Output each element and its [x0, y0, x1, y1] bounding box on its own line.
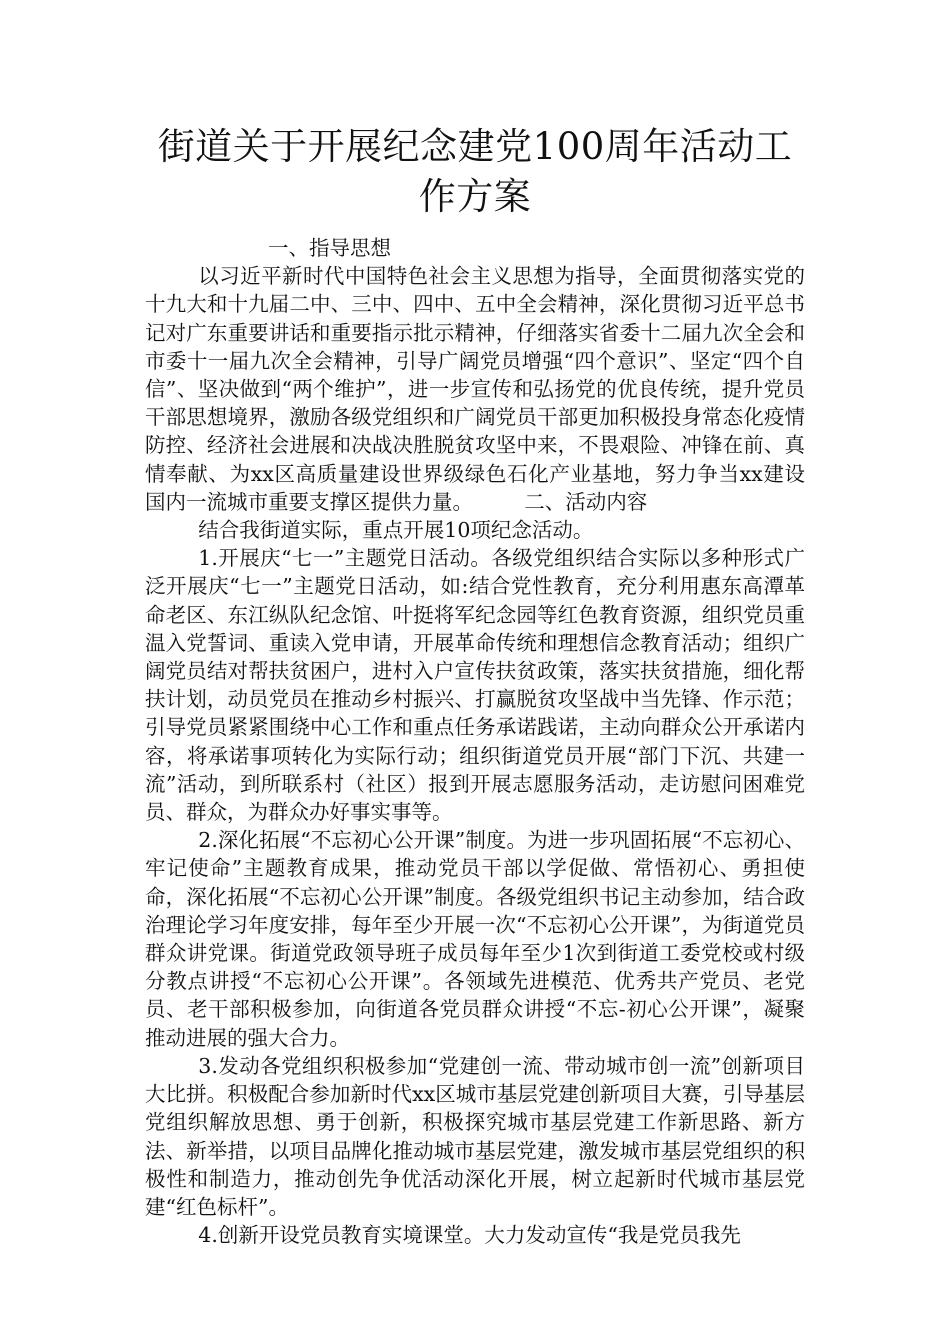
paragraph-guiding-ideology: 以习近平新时代中国特色社会主义思想为指导，全面贯彻落实党的十九大和十九届二中、三中、四中、五中全会精神，深化贯彻习近平总书记对广东重要讲话和重要指示批示精神，仔细落实省委十二届九次全会和市委十一届九次全会精神，引导广阔党员增强“四个意识”、坚定“四个自信”、坚决做到“两个维护”，进一步宣传和弘扬党的优良传统，提升党员干部思想境界，激励各级党组织和广阔党员干部更加积极投身常态化疫情防控、经济社会进展和决战决胜脱贫攻坚中来，不畏艰险、冲锋在前、真情奉献、为xx区高质量建设世界级绿色石化产业基地，努力争当xx建设国内一流城市重要支撑区提供力量。 二、活动内容 [145, 264, 805, 514]
paragraph-activity-2: 2.深化拓展“不忘初心公开课”制度。为进一步巩固拓展“不忘初心、牢记使命”主题教育成果，推动党员干部以学促做、常悟初心、勇担使命，深化拓展“不忘初心公开课”制度。各级党组织书记主动参加，结合政治理论学习年度安排，每年至少开展一次“不忘初心公开课”，为街道党员群众讲党课。街道党政领导班子成员每年至少1次到街道工委党校或村级分教点讲授“不忘初心公开课”。各领域先进模范、优秀共产党员、老党员、老干部积极参加，向街道各党员群众讲授“不忘-初心公开课”，凝聚推动进展的强大合力。 [145, 828, 805, 1050]
document-page [145, 122, 805, 1249]
paragraph-activity-3: 3.发动各党组织积极参加“党建创一流、带动城市创一流”创新项目大比拼。积极配合参加新时代xx区城市基层党建创新项目大赛，引导基层党组织解放思想、勇于创新，积极探究城市基层党建工作新思路、新方法、新举措，以项目品牌化推动城市基层党建，激发城市基层党组织的积极性和制造力，推动创先争优活动深化开展，树立起新时代城市基层党建“红色标杆”。 [145, 1053, 805, 1219]
paragraph-activity-1: 1.开展庆“七一”主题党日活动。各级党组织结合实际以多种形式广泛开展庆“七一”主题党日活动，如:结合党性教育，充分利用惠东高潭革命老区、东江纵队纪念馆、叶挺将军纪念园等红色教育资源，组织党员重温入党誓词、重读入党申请，开展革命传统和理想信念教育活动；组织广阔党员结对帮扶贫困户，进村入户宣传扶贫政策，落实扶贫措施，细化帮扶计划，动员党员在推动乡村振兴、打赢脱贫攻坚战中当先锋、作示范；引导党员紧紧围绕中心工作和重点任务承诺践诺，主动向群众公开承诺内容，将承诺事项转化为实际行动；组织街道党员开展“部门下沉、共建一流”活动，到所联系村（社区）报到开展志愿服务活动，走访慰问困难党员、群众，为群众办好事实事等。 [145, 546, 805, 825]
paragraph-activity-intro: 结合我街道实际，重点开展10项纪念活动。 [198, 518, 594, 543]
paragraph-activity-4: 4.创新开设党员教育实境课堂。大力发动宣传“我是党员我先 [198, 1223, 741, 1248]
section-heading-guiding-ideology: 一、指导思想 [268, 236, 391, 260]
document-title: 街道关于开展纪念建党100周年活动工作方案 [157, 125, 793, 218]
